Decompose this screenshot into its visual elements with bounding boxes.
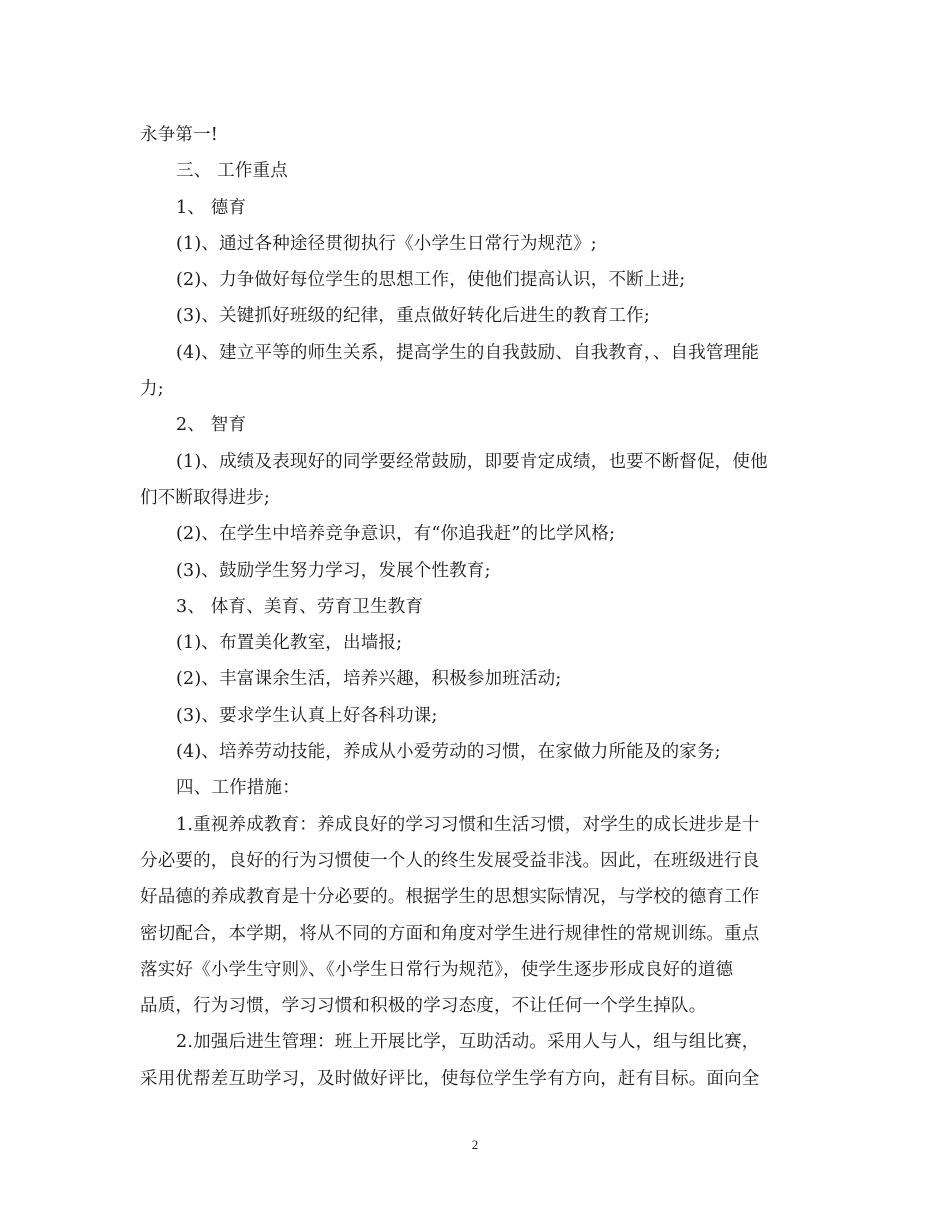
text-line: (3)、要求学生认真上好各科功课; [176, 705, 438, 726]
text-line: (1)、布置美化教室，出墙报; [176, 633, 403, 654]
text-line: (3)、关键抓好班级的纪律，重点做好转化后进生的教育工作; [176, 306, 650, 327]
text-line: (2)、在学生中培养竞争意识，有“你追我赶”的比学风格; [176, 524, 616, 545]
text-line: (1)、成绩及表现好的同学要经常鼓励，即要肯定成绩，也要不断督促，使他 [176, 451, 768, 472]
text-line: 永争第一! [140, 125, 219, 145]
text-line: 品质，行为习惯，学习习惯和积极的学习态度，不让任何一个学生掉队。 [140, 996, 707, 1017]
text-line: (3)、鼓励学生努力学习，发展个性教育; [176, 560, 491, 581]
text-line: 好品德的养成教育是十分必要的。根据学生的思想实际情况，与学校的德育工作 [140, 887, 760, 908]
document-body [140, 117, 810, 1097]
text-line: 们不断取得进步; [140, 487, 270, 508]
text-line: 2、 智育 [176, 415, 247, 436]
text-line: 力; [140, 379, 164, 400]
text-line: (1)、通过各种途径贯彻执行《小学生日常行为规范》; [176, 233, 597, 254]
text-line: 密切配合，本学期，将从不同的方面和角度对学生进行规律性的常规训练。重点 [140, 923, 760, 944]
text-line: 三、 工作重点 [176, 161, 288, 182]
text-line: 分必要的，良好的行为习惯使一个人的终生发展受益非浅。因此，在班级进行良 [140, 850, 760, 871]
text-line: 四、工作措施： [176, 778, 300, 799]
page-number: 2 [471, 1137, 479, 1152]
text-line: 1.重视养成教育：养成良好的学习习惯和生活习惯，对学生的成长进步是十 [176, 814, 760, 835]
text-line: (2)、力争做好每位学生的思想工作，使他们提高认识，不断上进; [176, 270, 686, 291]
text-line: 采用优帮差互助学习，及时做好评比，使每位学生学有方向，赶有目标。面向全 [140, 1068, 760, 1089]
text-line: 3、 体育、美育、劳育卫生教育 [176, 596, 424, 617]
text-line: 2.加强后进生管理：班上开展比学，互助活动。采用人与人，组与组比赛， [176, 1032, 760, 1053]
text-line: 落实好《小学生守则》、《小学生日常行为规范》，使学生逐步形成良好的道德 [140, 959, 734, 980]
text-line: (4)、建立平等的师生关系，提高学生的自我鼓励、自我教育，、自我管理能 [176, 342, 760, 363]
text-line: 1、 德育 [176, 197, 247, 218]
text-line: (4)、培养劳动技能，养成从小爱劳动的习惯，在家做力所能及的家务; [176, 742, 721, 763]
text-line: (2)、丰富课余生活，培养兴趣，积极参加班活动; [176, 669, 562, 690]
